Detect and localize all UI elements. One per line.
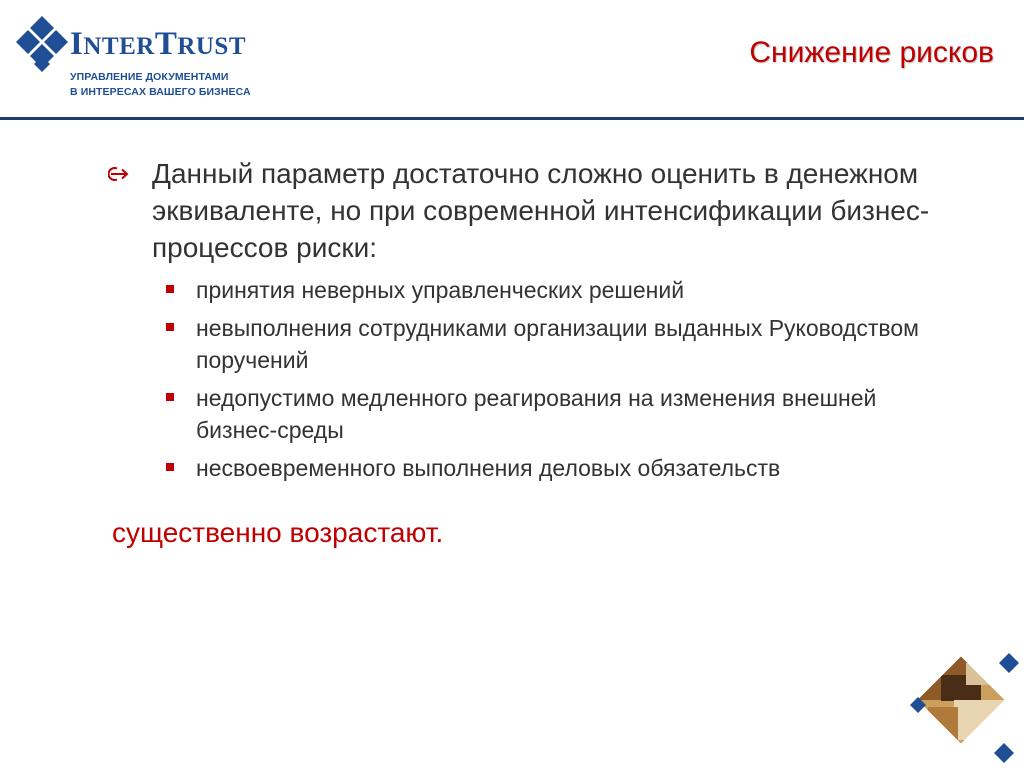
header-divider	[0, 117, 1024, 120]
list-item	[196, 382, 940, 446]
main-bullet	[100, 155, 940, 266]
list-item-text: несвоевременного выполнения деловых обязательств	[196, 455, 781, 481]
sub-bullet-list	[100, 274, 940, 484]
corner-decoration	[906, 645, 1024, 768]
square-bullet-icon	[166, 463, 174, 471]
arrow-bullet-icon	[108, 167, 130, 181]
list-item	[196, 452, 940, 484]
conclusion-text: существенно возрастают.	[112, 517, 444, 548]
list-item-text: принятия неверных управленческих решений	[196, 277, 685, 303]
logo-tagline-line2: В ИНТЕРЕСАХ ВАШЕГО БИЗНЕСА	[70, 86, 251, 98]
list-item-text: невыполнения сотрудниками организации выданных Руководством поручений	[196, 315, 919, 373]
list-item	[196, 274, 940, 306]
diamond-cluster-icon	[14, 14, 70, 78]
list-item	[196, 312, 940, 376]
logo-wordmark: INTERTRUST	[70, 26, 247, 62]
square-bullet-icon	[166, 285, 174, 293]
square-bullet-icon	[166, 393, 174, 401]
slide-title: Снижение рисков	[749, 36, 994, 69]
list-item-text: недопустимо медленного реагирования на изменения внешней бизнес-среды	[196, 385, 877, 443]
square-bullet-icon	[166, 323, 174, 331]
slide-content	[100, 155, 940, 490]
logo-tagline-line1: УПРАВЛЕНИЕ ДОКУМЕНТАМИ	[70, 71, 229, 83]
main-bullet-text: Данный параметр достаточно сложно оценить в денежном эквиваленте, но при современной интенсификации бизнес-процессов риски:	[152, 158, 930, 263]
company-logo	[14, 14, 251, 98]
